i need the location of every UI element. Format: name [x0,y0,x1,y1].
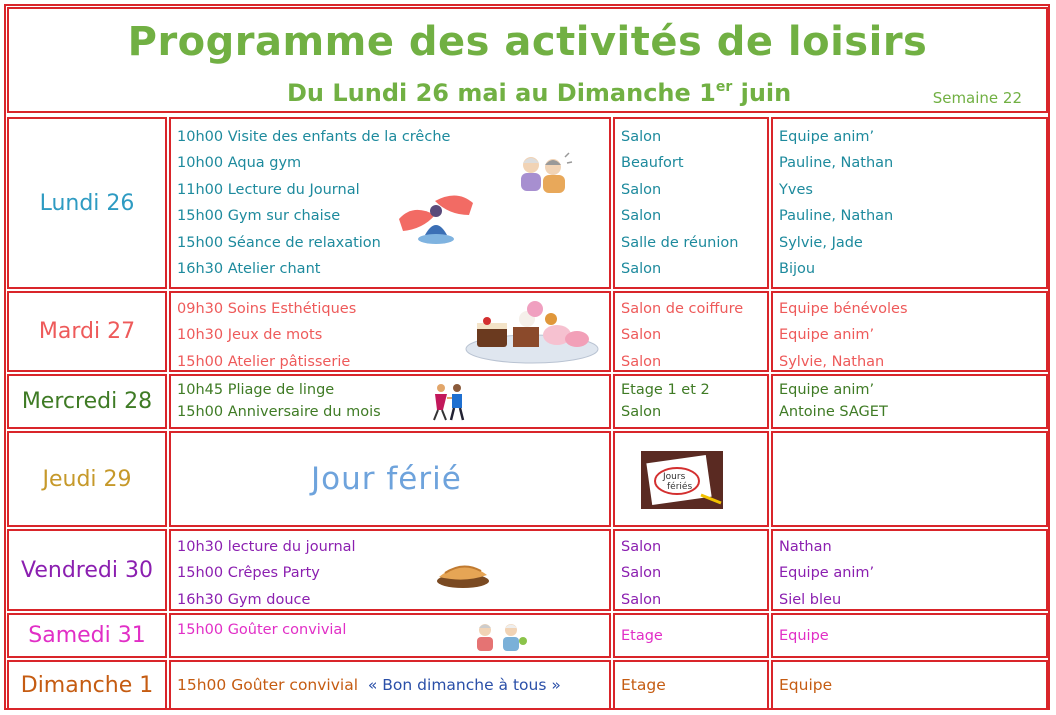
activity-row: 15h00 Goûter convivial [177,622,347,638]
header [7,7,1048,113]
staff-samedi [771,613,1048,658]
date-range: Du Lundi 26 mai au Dimanche 1er juin [287,79,792,107]
jours-feries-notepad-illustration-icon [641,451,723,509]
place-row: Etage [621,676,666,694]
place-row: Salon [621,353,662,370]
place-row: Salon [621,565,662,582]
day-samedi: Samedi 31 [7,613,167,658]
activities-mercredi [169,374,611,429]
place-row: Salon [621,539,662,555]
places-jeudi [613,431,769,527]
staff-row: Pauline, Nathan [779,155,894,172]
pastries-plate-illustration-icon [463,297,601,369]
staff-vendredi [771,529,1048,611]
activity-row: 16h30 Gym douce [177,591,311,608]
activity-row: 15h00 Gym sur chaise [177,208,341,225]
activity-row: 11h00 Lecture du Journal [177,181,360,198]
crepes-illustration-icon [435,553,491,589]
activity-row: 15h00 Goûter convivial « Bon dimanche à tous » [177,676,561,694]
place-row: Etage 1 et 2 [621,382,710,398]
staff-lundi [771,117,1048,289]
badge-text-1: Jours [663,472,686,482]
activity-row: 10h30 lecture du journal [177,539,356,555]
staff-row: Equipe anim’ [779,129,875,145]
holiday-label: Jour férié [311,461,462,497]
activities-vendredi [169,529,611,611]
staff-row: Siel bleu [779,591,842,608]
activity-row: 10h30 Jeux de mots [177,327,323,344]
place-row: Salon de coiffure [621,301,744,317]
staff-row: Equipe [779,676,833,694]
staff-row: Equipe anim’ [779,327,875,344]
staff-dimanche [771,660,1048,710]
activities-samedi [169,613,611,658]
day-mercredi: Mercredi 28 [7,374,167,429]
places-dimanche [613,660,769,710]
activity-row: 15h00 Atelier pâtisserie [177,353,351,370]
place-row: Etage [621,628,663,644]
greeting-text: « Bon dimanche à tous » [367,676,561,694]
activities-jeudi [169,431,611,527]
places-samedi [613,613,769,658]
activity-row: 15h00 Séance de relaxation [177,234,381,251]
day-jeudi: Jeudi 29 [7,431,167,527]
day-dimanche: Dimanche 1 [7,660,167,710]
activity-row: 09h30 Soins Esthétiques [177,301,357,317]
activities-dimanche [169,660,611,710]
place-row: Salon [621,403,662,420]
relaxation-meditation-illustration-icon [393,185,479,247]
place-row: Salon [621,208,662,225]
place-row: Salon [621,591,662,608]
activity-row: 10h00 Visite des enfants de la crêche [177,129,451,145]
staff-row: Equipe anim’ [779,565,875,582]
elderly-people-illustration-icon [513,151,573,197]
elderly-couple-illustration-icon [471,621,531,653]
places-mardi [613,291,769,372]
staff-mercredi [771,374,1048,429]
staff-row: Yves [779,181,813,198]
activity-row: 15h00 Crêpes Party [177,565,320,582]
staff-row: Equipe bénévoles [779,301,908,317]
staff-jeudi [771,431,1048,527]
activity-row: 15h00 Anniversaire du mois [177,403,381,420]
place-row: Salon [621,181,662,198]
places-vendredi [613,529,769,611]
activity-row: 10h00 Aqua gym [177,155,302,172]
staff-row: Nathan [779,539,832,555]
places-mercredi [613,374,769,429]
place-row: Beaufort [621,155,684,172]
day-mardi: Mardi 27 [7,291,167,372]
dancing-couple-illustration-icon [429,382,469,422]
staff-row: Antoine SAGET [779,403,888,420]
page-title: Programme des activités de loisirs [127,19,928,65]
place-row: Salon [621,327,662,344]
day-lundi: Lundi 26 [7,117,167,289]
place-row: Salon [621,261,662,278]
staff-row: Sylvie, Nathan [779,353,885,370]
activities-mardi [169,291,611,372]
week-number: Semaine 22 [932,89,1022,107]
staff-mardi [771,291,1048,372]
activity-row: 10h45 Pliage de linge [177,382,335,398]
staff-row: Equipe [779,628,829,644]
staff-row: Pauline, Nathan [779,208,894,225]
staff-row: Sylvie, Jade [779,234,863,251]
staff-row: Bijou [779,261,816,278]
place-row: Salon [621,129,662,145]
day-vendredi: Vendredi 30 [7,529,167,611]
staff-row: Equipe anim’ [779,382,875,398]
badge-text-2: fériés [667,482,693,492]
activity-row: 16h30 Atelier chant [177,261,321,278]
activities-lundi [169,117,611,289]
places-lundi [613,117,769,289]
place-row: Salle de réunion [621,234,739,251]
